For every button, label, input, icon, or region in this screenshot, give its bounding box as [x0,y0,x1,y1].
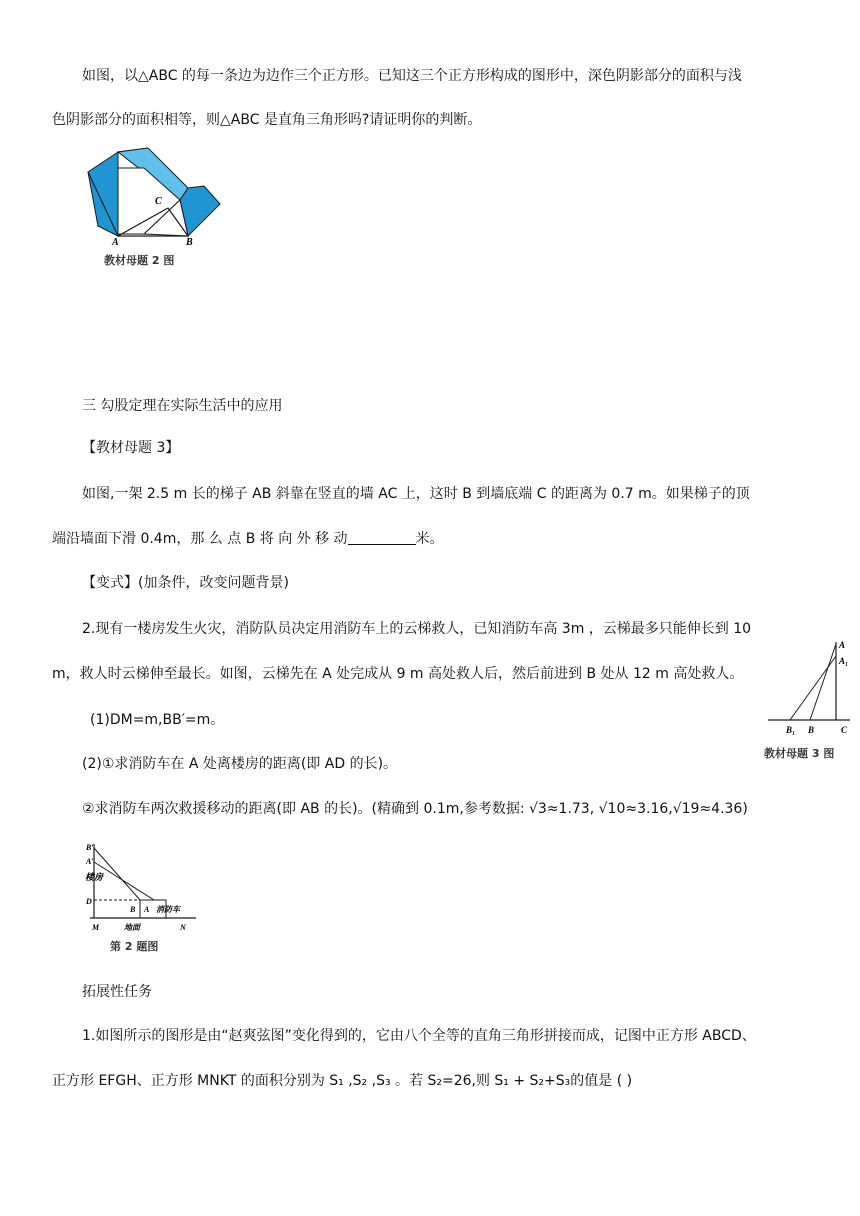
q2-sub-2: (2)①求消防车在 A 处离楼房的距离(即 AD 的长)。 [82,756,398,772]
label-b-prime: B′ [86,843,94,852]
variant-tag: 【变式】(加条件，改变问题背景) [82,575,289,591]
ext-heading: 拓展性任务 [82,984,152,1000]
q2-sub-3: ②求消防车两次救援移动的距离(即 AB 的长)。(精确到 0.1m,参考数据: √3≈1.73, √10≈3.16,√19≈4.36) [82,801,748,817]
q3-line-2-unit: 米。 [415,531,444,547]
triangle-squares-figure [84,146,230,248]
label-b: B [186,237,193,248]
q2-line-2: m，救人时云梯伸至最长。如图，云梯先在 A 处完成从 9 m 高处救人后，然后前进到 B 处从 12 m 高处救人。 [52,666,744,682]
q3-line-2 [52,529,444,549]
intro-line-2: 色阴影部分的面积相等，则△ABC 是直角三角形吗?请证明你的判断。 [52,112,482,128]
q2-sub-1: (1)DM=m,BB′=m。 [90,712,225,728]
label-truck: 消防车 [156,905,180,914]
label-b1: B₁ [786,725,796,735]
label-a: A [144,905,150,914]
label-a: A [839,640,846,650]
ext-line-2: 正方形 EFGH、正方形 MNKT 的面积分别为 S₁ ,S₂ ,S₃ 。若 S₂=26,则 S₁ + S₂+S₃的值是 ( ) [52,1073,633,1089]
label-b: B [130,905,136,914]
label-n: N [180,923,186,932]
label-building: 楼房 [85,872,104,882]
ladder-before [810,644,836,720]
label-ground: 地面 [124,923,140,932]
ext-line-1: 1.如图所示的图形是由“赵爽弦图”变化得到的，它由八个全等的直角三角形拼接而成，记图中正方形 ABCD、 [82,1028,756,1044]
label-d: D [86,897,92,906]
label-a-prime: A′ [86,857,94,866]
fig3-caption: 教材母题 3 图 [764,747,835,760]
ladder-figure [764,636,854,740]
fig2-caption: 第 2 题图 [110,940,159,953]
label-c: C [155,196,162,207]
label-c: C [841,725,848,735]
q3-line-2-text: 端沿墙面下滑 0.4m，那 么 点 B 将 向 外 移 动 [52,531,348,547]
label-m: M [92,923,100,932]
q3-tag: 【教材母题 3】 [82,440,180,456]
q3-line-1: 如图,一架 2.5 m 长的梯子 AB 斜靠在竖直的墙 AC 上，这时 B 到墙底端 C 的距离为 0.7 m。如果梯子的顶 [82,486,750,502]
q2-line-1: 2.现有一楼房发生火灾，消防队员决定用消防车上的云梯救人，已知消防车高 3m ，云梯最多只能伸长到 10 [82,621,752,637]
label-a: A [112,237,119,248]
label-b: B [808,725,815,735]
label-a1: A₁ [839,656,849,666]
section-heading: 三 勾股定理在实际生活中的应用 [82,398,283,414]
intro-line-1: 如图，以△ABC 的每一条边为边作三个正方形。已知这三个正方形构成的图形中，深色阴影部分的面积与浅 [82,68,742,84]
answer-blank[interactable] [348,530,416,545]
fig1-caption: 教材母题 2 图 [104,254,175,267]
fire-truck-figure [84,840,204,936]
